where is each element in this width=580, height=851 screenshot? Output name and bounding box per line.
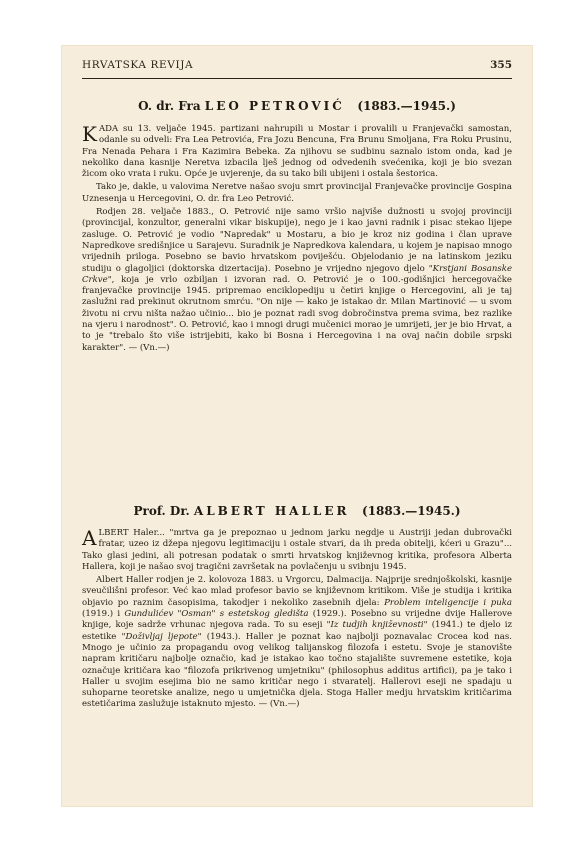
article-title-haller [82, 504, 512, 518]
paragraph-text: (1943.). Haller je poznat kao najbolji poznavalac Crocea kod nas. Mnogo je učinio za propagandu ovog velikog talijanskog filozofa i estetu. Svoje je stanovište napram kritičaru najbolje označio, kad je istakao kao točno stajalište suvremene estetike, koja označuje kritičara kao "filozofa prikrivenog umjetniku" (philosophus additus artifici), pa je tako i Haller u svojim esejima bio ne samo kritičar nego i stvaratelj. Hallerovi eseji ne spadaju u suhoparne teoretske analize, nego u umjetnička djela. Stoga Haller medju hrvatskim kritičarima estetičarima zaslužuje istaknuto mjesto. — (Vn.—) [82, 631, 513, 710]
book-title: "Iz tudjih književnosti" [326, 620, 428, 631]
drop-cap: K [82, 122, 97, 146]
article-title-petrovic [82, 99, 512, 113]
paragraph [82, 124, 512, 180]
title-prefix: Prof. Dr. [133, 504, 190, 518]
title-name: ALBERT HALLER [193, 504, 350, 518]
journal-page [62, 46, 532, 806]
paragraph [82, 575, 512, 711]
paragraph [82, 182, 512, 205]
paragraph-text: LBERT Haler... "mrtva ga je prepoznao u jednom jarku negdje u Austriji jedan dubrovački fratar, uzeo iz džepa njegovu legitimaciju i ostale stvari, da ih preda obitelji, kćeri u Grazu"... Tako glasi jedini, ali potresan podatak o smrti hrvatskog književnog kritika, profesora Alberta Hallera, koji je našao svoj tragični završetak na povlačenju u svibnju 1945. [82, 528, 512, 572]
article-body-haller [82, 528, 512, 713]
paragraph-text: (1919.) i [82, 609, 125, 620]
paragraph [82, 528, 512, 573]
page-number: 355 [490, 59, 512, 71]
paragraph-text: Rodjen 28. veljače 1883., O. Petrović nije samo vršio najviše dužnosti u svojoj provinciji (provincijal, konzultor, generalni vikar biskupije), nego je i kao javni radnik i pisac stekao lijepe zasluge. O. Petrović je vodio "Napredak" u Mostaru, a bio je kroz niz godina i član uprave Napredkove središnjice u Sarajevu. Suradnik je Napredkova kalendara, u kojem je napisao mnogo vrijednih priloga. Posebno se bavio hrvatskom poviješću. Objelodanio je na latinskom jeziku studiju o glagoljici (doktorska dizertacija). Posebno je vrijedno njegovo djelo [82, 207, 512, 274]
paragraph [82, 207, 512, 354]
header-rule [82, 78, 512, 79]
running-head [82, 59, 512, 77]
article-body-petrovic [82, 124, 512, 356]
paragraph-text: (1929.). Posebno su vrijedne dvije Hallerove knjige, koje sadrže vrhunac njegova rada. To su eseji [82, 609, 512, 631]
paragraph-text: ADA su 13. veljače 1945. partizani nahrupili u Mostar i provalili u Franjevački samostan, odanle su odveli: Fra Lea Petrovića, Fra Jozu Bencuna, Fra Brunu Smoljana, Fra Roku Prusinu, Fra Nenada Pehara i Fra Kazimira Bebeka. Za njihovu se sudbinu saznalo istom onda, kad je nekoliko dana kasnije Neretva izbacila lješ jednog od odvedenih svećenika, koji je bio svezan žicom oko vrata i ruku. Opće je uvjerenje, da su tako bili ubijeni i ostala šestorica. [82, 124, 512, 180]
title-prefix: O. dr. Fra [138, 99, 201, 113]
title-name: LEO PETROVIĆ [204, 99, 345, 113]
journal-title: HRVATSKA REVIJA [82, 59, 194, 71]
paragraph-text: , koja je vrlo ozbiljan i izvoran rad. O. Petrović je o 100.-godišnjici hercegovačke franjevačke provincije 1945. pripremao enciklopediju u četiri knjige o Hercegovini, ali je taj zaslužni rad prekinut okrutnom smrću. "On nije — kako je istakao dr. Milan Martinović — u svom životu ni crvu ništa nažao učinio... bio je poznat radi svog dobročinstva prema svima, bez razlike na vjeru i narodnost". O. Petrović, kao i mnogi drugi mučenici morao je umrijeti, jer je bio Hrvat, a to je "trebalo što više istrijebiti, kako bi Bosna i Hercegovina i na ovaj način dobile srpski karakter". — (Vn.—) [82, 274, 512, 353]
title-years: (1883.—1945.) [362, 504, 461, 518]
book-title: "Krstjani Bosanske Crkve" [82, 263, 512, 285]
paragraph-text: Albert Haller rodjen je 2. kolovoza 1883. u Vrgorcu, Dalmacija. Najprije srednjoškolski, kasnije sveučilišni profesor. Već kao mlad profesor bavio se književnom kritikom. Više je studija i kritika objavio po raznim časopisima, takodjer i nekoliko zasebnih djela: [82, 575, 512, 608]
paragraph-text: Tako je, dakle, u valovima Neretve našao svoju smrt provincijal Franjevačke provincije Gospina Uznesenja u Hercegovini, O. dr. fra Leo Petrović. [82, 182, 512, 204]
drop-cap: A [82, 526, 97, 550]
book-title: Gundulićev "Osman" s estetskog gledišta [124, 609, 309, 620]
book-title: Problem inteligencije i puka [384, 597, 513, 608]
paragraph-text: (1941.) te djelo iz estetike [82, 620, 513, 642]
title-years: (1883.—1945.) [357, 99, 456, 113]
book-title: "Doživljaj ljepote" [121, 631, 202, 642]
